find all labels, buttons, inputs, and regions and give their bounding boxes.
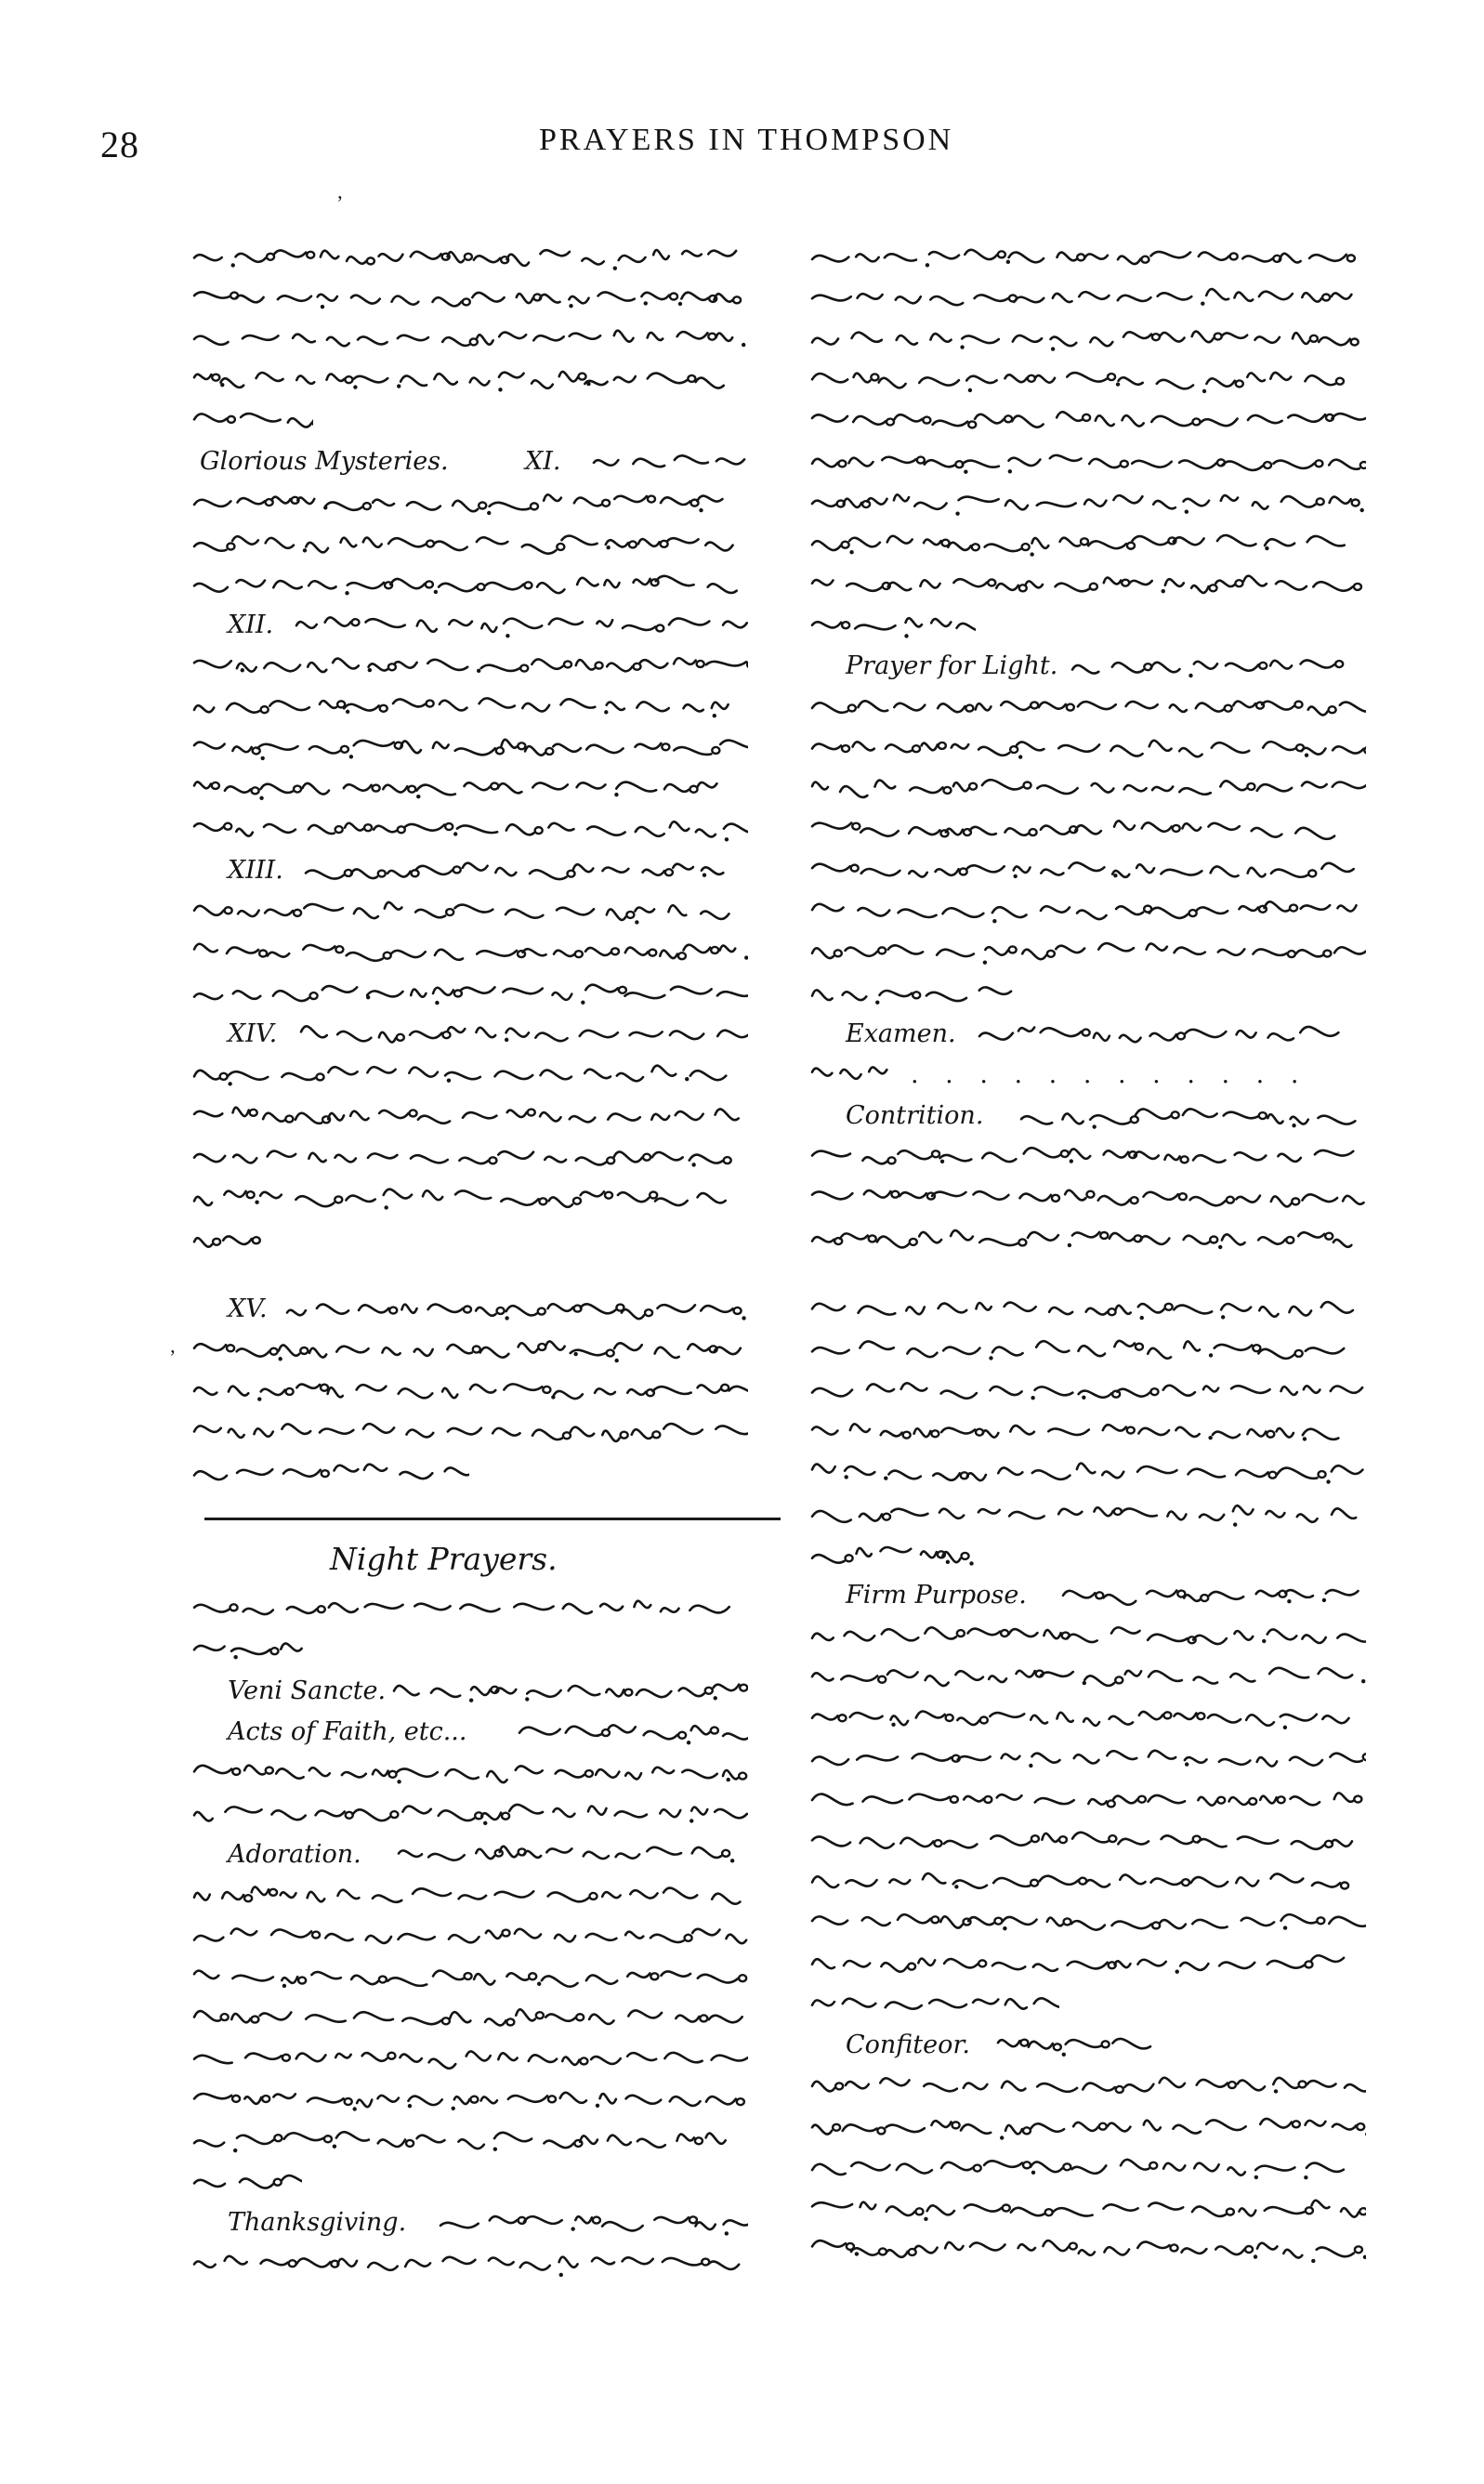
shorthand-line [190, 2080, 785, 2121]
shorthand-line [808, 2107, 1403, 2148]
shorthand-line [1069, 646, 1366, 687]
shorthand-line [190, 1137, 785, 1177]
shorthand-line [808, 1493, 1403, 1534]
shorthand-line [808, 564, 1403, 605]
shorthand-line [190, 1452, 785, 1493]
shorthand-line [190, 2121, 785, 2162]
dotted-line [808, 1055, 1403, 1096]
shorthand-line [190, 1794, 785, 1834]
xiv-label: XIV. [228, 1019, 278, 1048]
shorthand-line [1059, 1575, 1366, 1616]
glorious-mysteries-label: Glorious Mysteries. [200, 447, 449, 476]
shorthand-line [808, 850, 1403, 891]
shorthand-line [808, 1534, 1403, 1575]
shorthand-line [808, 319, 1403, 360]
shorthand-line [390, 1671, 748, 1712]
shorthand-line [808, 728, 1403, 769]
firm-purpose-line [808, 1575, 1403, 1616]
shorthand-line [808, 809, 1403, 850]
shorthand-line [808, 1177, 1403, 1218]
shorthand-line [808, 769, 1403, 809]
shorthand-line [808, 1657, 1403, 1698]
shorthand-line [808, 1861, 1403, 1902]
shorthand-line [190, 401, 785, 441]
shorthand-line [190, 728, 785, 769]
shorthand-line [808, 1452, 1403, 1493]
shorthand-line [190, 1916, 785, 1957]
shorthand-line [808, 932, 1403, 973]
shorthand-line [190, 278, 785, 319]
shorthand-line [190, 564, 785, 605]
stray-mark: ʼ [169, 1346, 177, 1369]
shorthand-line [808, 401, 1403, 441]
shorthand-line [808, 973, 1403, 1014]
shorthand-line [808, 1739, 1403, 1780]
shorthand-line [190, 1055, 785, 1096]
shorthand-line [190, 237, 785, 278]
adoration-line [190, 1834, 785, 1875]
shorthand-line [808, 1137, 1403, 1177]
confiteor-label: Confiteor. [846, 2031, 970, 2059]
left-column [190, 237, 785, 1493]
stray-mark: ʼ [336, 191, 344, 215]
shorthand-line [190, 1096, 785, 1137]
shorthand-line [808, 482, 1403, 523]
running-title: PRAYERS IN THOMPSON [539, 123, 954, 157]
shorthand-line [190, 1330, 785, 1371]
shorthand-line [808, 891, 1403, 932]
shorthand-line [808, 441, 1403, 482]
mysteries-line [190, 441, 785, 482]
shorthand-line [190, 932, 785, 973]
left-column-lower [190, 1589, 785, 2284]
shorthand-line [808, 687, 1403, 728]
shorthand-line [190, 973, 785, 1014]
examen-label: Examen. [846, 1019, 956, 1048]
shorthand-line [190, 319, 785, 360]
shorthand-line [808, 1902, 1403, 1943]
shorthand-line [808, 523, 1403, 564]
shorthand-line [190, 769, 785, 809]
night-prayers-heading: Night Prayers. [330, 1541, 558, 1577]
xii-line [190, 605, 785, 646]
shorthand-line [808, 2066, 1403, 2107]
shorthand-line [190, 809, 785, 850]
shorthand-line [190, 2243, 785, 2284]
veni-line [190, 1671, 785, 1712]
shorthand-line [190, 2039, 785, 2080]
shorthand-line [297, 1014, 748, 1055]
shorthand-line [994, 2025, 1162, 2066]
shorthand-line [808, 1330, 1403, 1371]
shorthand-line [190, 687, 785, 728]
shorthand-line [1018, 1096, 1366, 1137]
prayer-for-light-line [808, 646, 1403, 687]
shorthand-line [190, 1957, 785, 1998]
prayer-for-light-label: Prayer for Light. [846, 651, 1058, 680]
leader-dots: . . . . . . . . . . . . [911, 1060, 1308, 1089]
shorthand-line [190, 1371, 785, 1412]
shorthand-line [808, 1218, 1403, 1259]
shorthand-line [808, 2148, 1403, 2188]
shorthand-line [808, 1055, 898, 1096]
shorthand-line [190, 1218, 785, 1259]
xiv-line [190, 1014, 785, 1055]
shorthand-line [190, 1589, 785, 1630]
xv-label: XV. [228, 1295, 268, 1323]
shorthand-line [190, 1753, 785, 1794]
shorthand-line [808, 605, 1403, 646]
examen-line [808, 1014, 1403, 1055]
shorthand-line [190, 891, 785, 932]
shorthand-line [808, 1984, 1403, 2025]
thanksgiving-label: Thanksgiving. [228, 2208, 407, 2237]
acts-line [190, 1712, 785, 1753]
shorthand-line [808, 1371, 1403, 1412]
shorthand-line [808, 1780, 1403, 1820]
shorthand-line [190, 646, 785, 687]
contrition-line [808, 1096, 1403, 1137]
xv-line [190, 1289, 785, 1330]
shorthand-line [395, 1834, 748, 1875]
veni-sancte-label: Veni Sancte. [228, 1676, 387, 1705]
shorthand-line [293, 605, 748, 646]
shorthand-line [190, 360, 785, 401]
shorthand-line [190, 1998, 785, 2039]
shorthand-line [808, 1289, 1403, 1330]
thanksgiving-line [190, 2202, 785, 2243]
section-rule [204, 1518, 781, 1520]
shorthand-line [190, 523, 785, 564]
adoration-label: Adoration. [228, 1840, 361, 1869]
shorthand-line [437, 2202, 748, 2243]
right-column [808, 237, 1403, 2270]
page-number: 28 [100, 124, 139, 165]
shorthand-line [808, 1820, 1403, 1861]
confiteor-line [808, 2025, 1403, 2066]
shorthand-line [808, 1943, 1403, 1984]
shorthand-line [190, 1177, 785, 1218]
xi-label: XI. [525, 447, 561, 476]
shorthand-line [976, 1014, 1366, 1055]
shorthand-line [808, 2229, 1403, 2270]
shorthand-line [190, 482, 785, 523]
xii-label: XII. [228, 611, 274, 639]
shorthand-line [808, 1616, 1403, 1657]
shorthand-line [808, 278, 1403, 319]
shorthand-line [190, 1412, 785, 1452]
shorthand-line [808, 360, 1403, 401]
shorthand-line [190, 1630, 785, 1671]
shorthand-line [808, 1412, 1403, 1452]
shorthand-line [808, 237, 1403, 278]
shorthand-line [190, 1875, 785, 1916]
shorthand-line [302, 850, 748, 891]
shorthand-line [190, 2162, 785, 2202]
shorthand-line [808, 2188, 1403, 2229]
firm-purpose-label: Firm Purpose. [846, 1581, 1027, 1610]
contrition-label: Contrition. [846, 1101, 984, 1130]
shorthand-line [590, 441, 748, 482]
xiii-line [190, 850, 785, 891]
xiii-label: XIII. [228, 856, 283, 885]
acts-of-faith-label: Acts of Faith, etc... [228, 1717, 467, 1746]
shorthand-line [283, 1289, 748, 1330]
shorthand-line [516, 1712, 748, 1753]
shorthand-line [808, 1698, 1403, 1739]
